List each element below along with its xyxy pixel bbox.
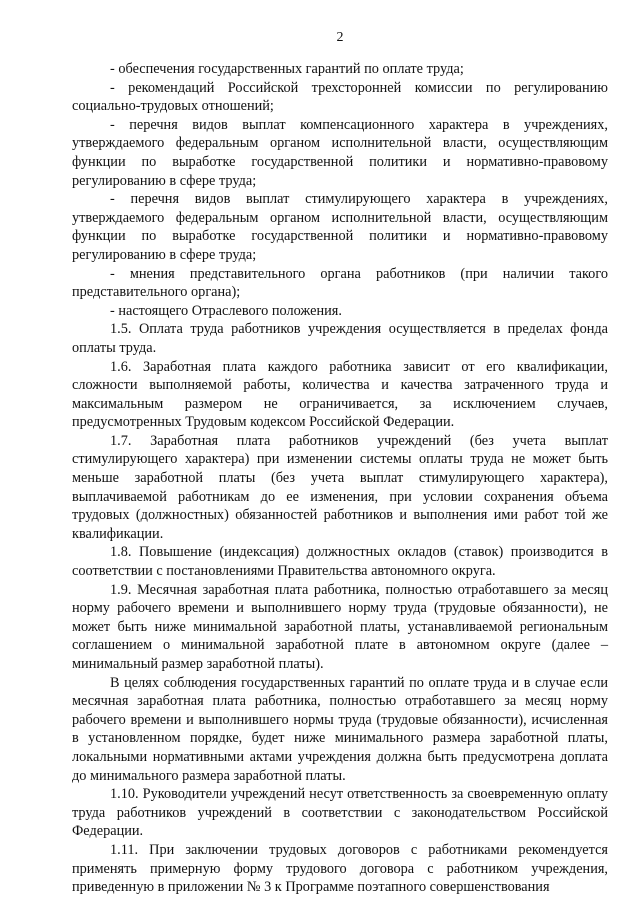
paragraph-compensation-payments: - перечня видов выплат компенсационного характера в учреждениях, утверждаемого федеральным органом исполнительной власти, осуществляющим функции по выработке государственной политики и нормативно-правовому регулированию в сфере труда;	[72, 116, 608, 189]
paragraph-1-5: 1.5. Оплата труда работников учреждения осуществляется в пределах фонда оплаты труда.	[72, 321, 608, 356]
paragraph-1-7: 1.7. Заработная плата работников учреждений (без учета выплат стимулирующего характера) при изменении системы оплаты труда не может быть меньше заработной платы (без учета выплат стимулирующего характера), выплачиваемой работникам до ее изменения, при условии сохранения объема трудовых (должностных) обязанностей работников и выполнения ими работ той же квалификации.	[72, 432, 608, 542]
paragraph-industry-regulation: - настоящего Отраслевого положения.	[110, 302, 342, 319]
paragraph-incentive-payments: - перечня видов выплат стимулирующего характера в учреждениях, утверждаемого федеральным органом исполнительной власти, осуществляющим функции по выработке государственной политики и нормативно-правовому регулированию в сфере труда;	[72, 191, 608, 263]
paragraph-1-11: 1.11. При заключении трудовых договоров с работниками рекомендуется применять примерную форму трудового договора с работником учреждения, приведенную в приложении № 3 к Программе поэтапного совершенствования	[72, 841, 608, 896]
paragraph-1-9: 1.9. Месячная заработная плата работника, полностью отработавшего за месяц норму рабочего времени и выполнившего норму труда (трудовые обязанности), не может быть ниже минимальной заработной платы, устанавливаемой региональным соглашением о минимальной заработной плате в автономном округе (далее – минимальный размер заработной платы).	[72, 581, 608, 672]
paragraph-1-6: 1.6. Заработная плата каждого работника зависит от его квалификации, сложности выполняемой работы, количества и качества затраченного труда и максимальным размером не ограничивается, за исключением случаев, предусмотренных Трудовым кодексом Российской Федерации.	[72, 358, 608, 431]
paragraph-guarantees: - обеспечения государственных гарантий по оплате труда;	[110, 61, 464, 77]
paragraph-1-10: 1.10. Руководители учреждений несут ответственность за своевременную оплату труда работников учреждений в соответствии с законодательством Российской Федерации.	[72, 786, 608, 840]
paragraph-tripartite-commission: - рекомендаций Российской трехсторонней комиссии по регулированию социально-трудовых отношений;	[72, 79, 608, 115]
paragraph-1-8: 1.8. Повышение (индексация) должностных окладов (ставок) производится в соответствии с постановлениями Правительства автономного округа.	[72, 544, 608, 580]
paragraph-minimum-wage-guarantee: В целях соблюдения государственных гарантий по оплате труда и в случае если месячная заработная плата работника, полностью отработавшего за месяц норму рабочего времени и выполнившего нормы труда (трудовые обязанности), исчисленная в установленном порядке, будет ниже минимального размера заработной платы, локальными нормативными актами учреждения должна быть предусмотрена доплата до минимального размера заработной платы.	[72, 674, 608, 784]
page-number: 2	[336, 30, 344, 45]
paragraph-representative-body: - мнения представительного органа работников (при наличии такого представительного органа);	[72, 265, 608, 301]
